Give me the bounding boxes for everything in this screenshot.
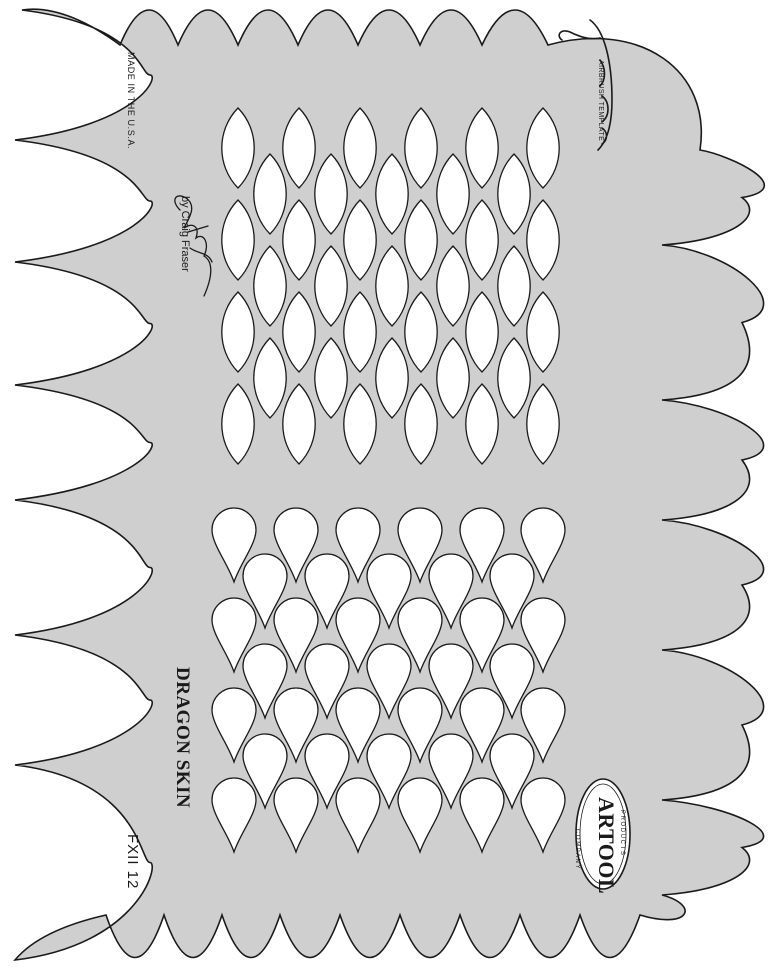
artool-logo-products: PRODUCTS xyxy=(619,810,625,857)
template-title: DRAGON SKIN xyxy=(172,667,193,809)
template-code: FXII 12 xyxy=(124,834,141,890)
artool-logo-company: COMPANY xyxy=(574,829,580,871)
stencil-outline xyxy=(15,9,764,960)
designer-credit: by Craig Fraser xyxy=(179,196,191,272)
teardrop-scale-group xyxy=(212,508,565,852)
artool-logo-text: ARTOOL xyxy=(594,797,619,895)
brand-subtitle: AIRBRUSH TEMPLATE xyxy=(597,60,604,142)
pointed-oval-group xyxy=(222,108,559,464)
made-in-usa-label: MADE IN THE U.S.A. xyxy=(126,52,136,150)
